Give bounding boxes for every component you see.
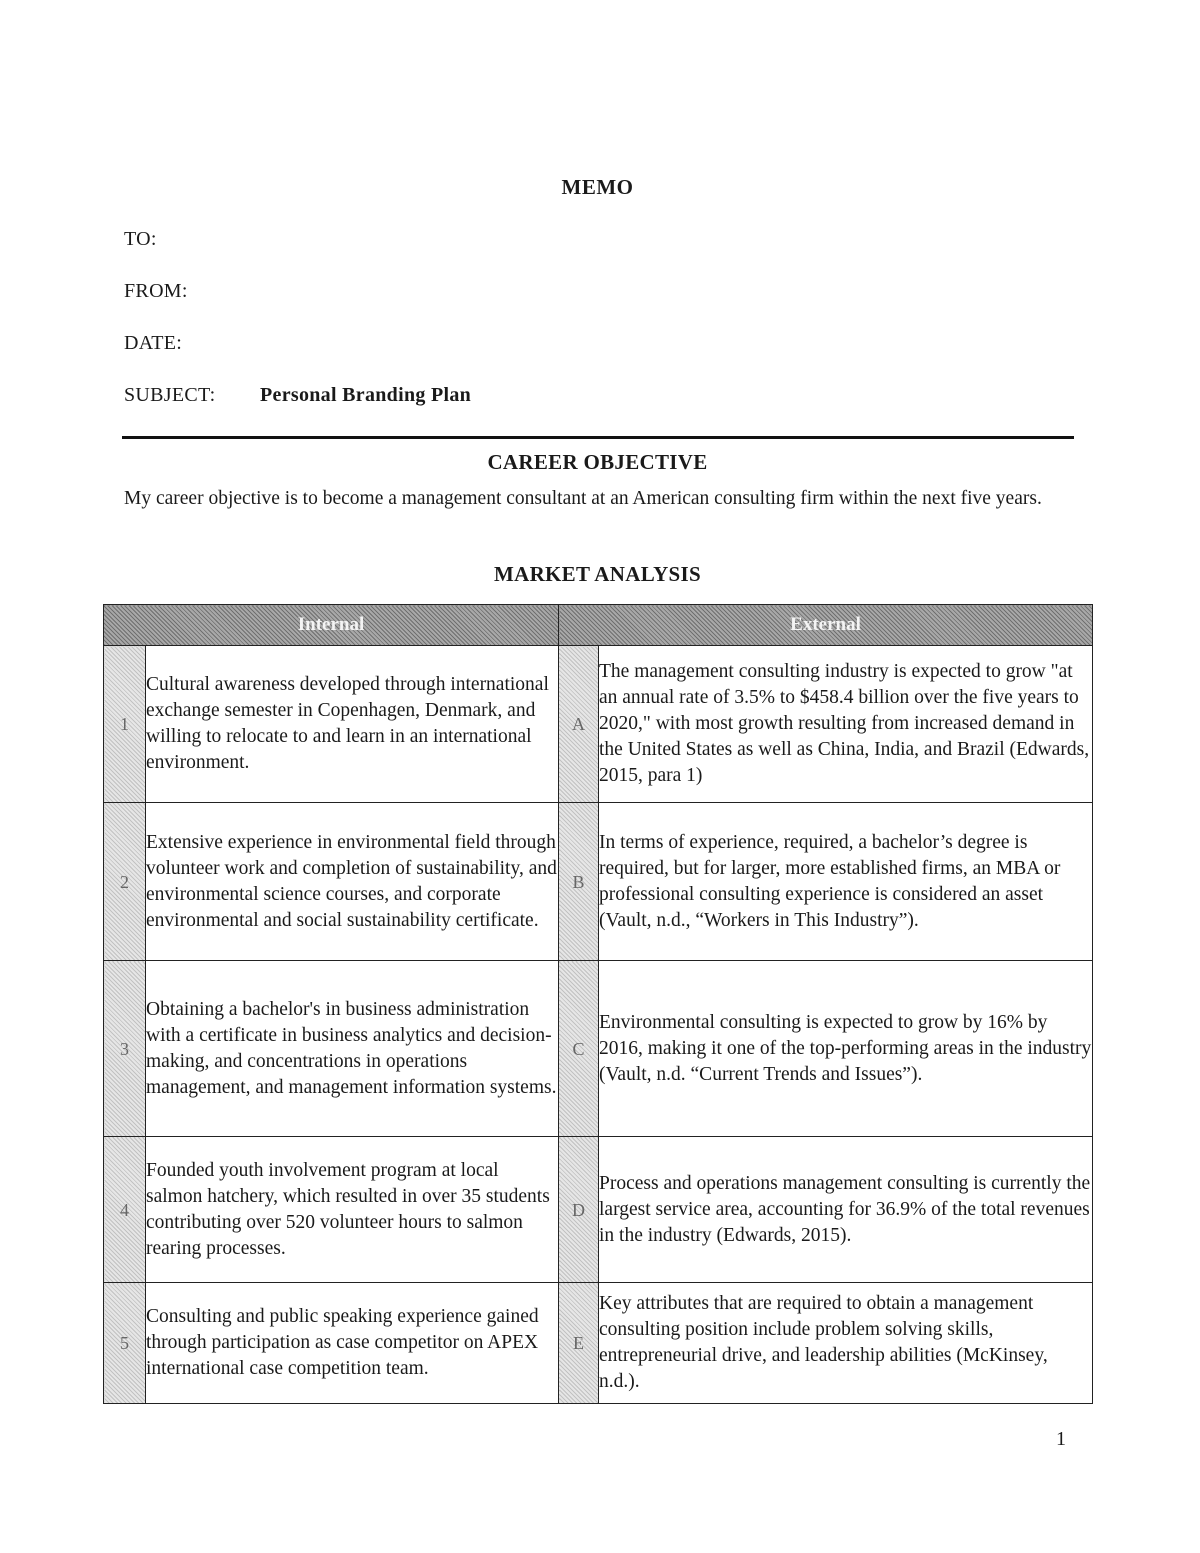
external-row-label: C bbox=[559, 961, 599, 1137]
internal-row-label: 1 bbox=[104, 646, 146, 803]
external-row-label: A bbox=[559, 646, 599, 803]
table-row bbox=[104, 1283, 1093, 1404]
subject-value: Personal Branding Plan bbox=[260, 384, 472, 406]
internal-row-label: 4 bbox=[104, 1137, 146, 1283]
internal-row-label: 3 bbox=[104, 961, 146, 1137]
external-header: External bbox=[559, 605, 1093, 646]
external-factor: Key attributes that are required to obtain a management consulting position include problem solving skills, entrepreneurial drive, and leadership abilities (McKinsey, n.d.). bbox=[599, 1283, 1093, 1404]
internal-strength: Cultural awareness developed through international exchange semester in Copenhagen, Denmark, and willing to relocate to and learn in an international environment. bbox=[146, 646, 559, 803]
from-field bbox=[124, 280, 260, 303]
table-row bbox=[104, 1137, 1093, 1283]
external-factor: The management consulting industry is expected to grow "at an annual rate of 3.5% to $458.4 billion over the five years to 2020," with most growth resulting from increased demand in the United States as well as China, India, and Brazil (Edwards, 2015, para 1) bbox=[599, 646, 1093, 803]
external-factor: In terms of experience, required, a bachelor’s degree is required, but for larger, more established firms, an MBA or professional consulting experience is considered an asset (Vault, n.d., “Workers in This Industry”). bbox=[599, 803, 1093, 961]
career-objective-text: My career objective is to become a management consultant at an American consulting firm within the next five years. bbox=[124, 488, 1042, 509]
from-label: FROM: bbox=[124, 280, 188, 302]
internal-strength: Consulting and public speaking experience gained through participation as case competitor on APEX international case competition team. bbox=[146, 1283, 559, 1404]
to-field bbox=[124, 228, 260, 251]
internal-strength: Obtaining a bachelor's in business administration with a certificate in business analytics and decision-making, and concentrations in operations management, and management information systems. bbox=[146, 961, 559, 1137]
page-number: 1 bbox=[1056, 1428, 1066, 1450]
subject-field bbox=[124, 384, 471, 407]
table-row bbox=[104, 803, 1093, 961]
external-row-label: E bbox=[559, 1283, 599, 1404]
internal-row-label: 5 bbox=[104, 1283, 146, 1404]
subject-label: SUBJECT: bbox=[124, 384, 216, 406]
table-header-row bbox=[104, 605, 1093, 646]
market-analysis-heading: MARKET ANALYSIS bbox=[494, 562, 701, 586]
internal-strength: Extensive experience in environmental field through volunteer work and completion of sustainability, and environmental science courses, and corporate environmental and social sustainability certificate. bbox=[146, 803, 559, 961]
internal-header: Internal bbox=[104, 605, 559, 646]
to-label: TO: bbox=[124, 228, 157, 250]
external-row-label: B bbox=[559, 803, 599, 961]
career-objective-heading: CAREER OBJECTIVE bbox=[487, 450, 708, 474]
date-field bbox=[124, 332, 260, 355]
internal-strength: Founded youth involvement program at local salmon hatchery, which resulted in over 35 students contributing over 520 volunteer hours to salmon rearing processes. bbox=[146, 1137, 559, 1283]
internal-row-label: 2 bbox=[104, 803, 146, 961]
external-factor: Process and operations management consulting is currently the largest service area, accounting for 36.9% of the total revenues in the industry (Edwards, 2015). bbox=[599, 1137, 1093, 1283]
external-row-label: D bbox=[559, 1137, 599, 1283]
table-row bbox=[104, 646, 1093, 803]
date-label: DATE: bbox=[124, 332, 183, 354]
table-row bbox=[104, 961, 1093, 1137]
header-divider bbox=[122, 436, 1074, 439]
memo-title: MEMO bbox=[561, 175, 634, 199]
external-factor: Environmental consulting is expected to grow by 16% by 2016, making it one of the top-performing areas in the industry (Vault, n.d. “Current Trends and Issues”). bbox=[599, 961, 1093, 1137]
market-analysis-table bbox=[103, 604, 1093, 1404]
